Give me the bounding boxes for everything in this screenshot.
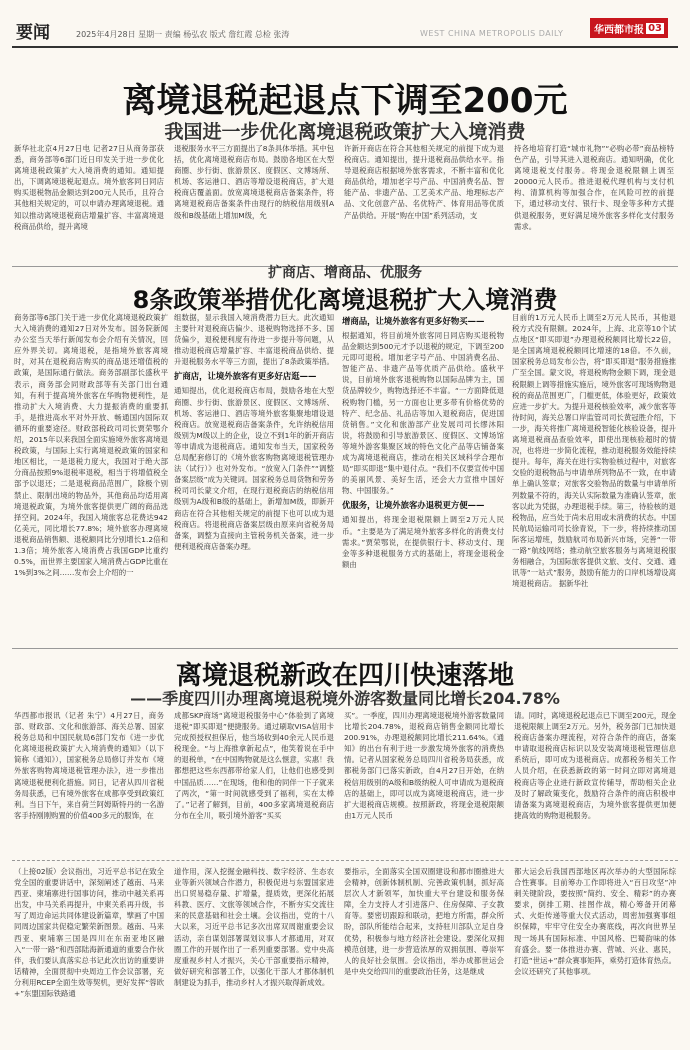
newspaper-logo [590,18,668,38]
article1-col4: 持各地培育打造“城市礼物”“必购必带”商品榜特色产品，引导其进入退税商店。通知明确，优化离境退税支付服务。将现金退税限额上调至20000元人民币。推进退税代理机构与支付机构、清算机构等加强合作，在风险可控的前提下，通过移动支付、银行卡、现金等多种方式提供退税服务，更好满足境外旅客多样化支付服务需求。 [514,144,674,231]
article2-kicker: 扩商店、增商品、优服务 [268,265,422,281]
section-label: 要闻 [16,23,50,43]
article1-subheadline: 我国进一步优化离境退税政策扩大入境消费 [164,121,526,143]
article1-col1: 新华社北京4月27日电 记者27日从商务部获悉，商务部等6部门近日印发关于进一步优化离境退税政策扩大入境消费的通知。通知提出，下调离境退税起退点。境外旅客同日同店购买退税物品金额达到200元人民币，且符合其他相关规定的，可以申请办理离境退税。通知以推动离境退税商店增量扩容、丰富离境退税商品供给，提升离境 [14,144,164,231]
article3-headline: 离境退税新政在四川快速落地 [175,661,514,691]
masthead-english: WEST CHINA METROPOLIS DAILY [420,29,564,38]
article2-subhead-stores: 扩商店，让境外旅客有更多好店逛—— [174,371,317,382]
article4-col2: 道作用，深入挖掘金融科技、数字经济、生态农业等新兴领域合作潜力，积极促进与东盟国家进出口贸易稳存量、扩增量，提质效，更深化拓展科教、医疗、文旅等领域合作，不断夯实交流往来的民意基础和社会土壤。会议指出，党的十八大以来，习近平总书记多次出席双周谢重要会议活动，亲自谋划部署谋划议事人才都通用，对双圈工作的开展作出了一系列重要部署。党中央高度重视乡村人才振兴，关心干部重要指示精神，做好研究和部署工作，以强化干部人才都体制机制建设为抓手，推动乡村人才振兴取得新成效。 [174,867,334,987]
article3-col1: 华西都市报讯（记者 朱宁）4月27日，商务部、财政部、文化和旅游部、海关总署、国家税务总局和中国民航局6部门发布《进一步优化离境退税政策扩大入境消费的通知》（以下简称《通知》），国家税务总局修订并发布《境外旅客购物离境退税管理办法》，进一步推出离境退税便利化措施。同日，记者从四川省税务局获悉，已有境外旅客在成都享受到政策红利。当日下午，来自荷兰阿姆斯特丹的一名游客手持刚刚购置的价值400多元的服饰，在 [14,711,164,820]
article2-col2-text: 组数据，显示我国入境消费潜力巨大。此次通知主要针对退税商店偏少、退税购物选择不多、国货偏少，退税便利度有待进一步提升等问题，从推动退税商店增量扩容、丰富退税商品供给、提升退税服务水平等三方面，提出了8条政策举措。 [174,313,334,367]
logo-text: 华西都市报 [594,24,644,36]
article2-headline: 8条政策举措优化离境退税扩大入境消费 [132,286,558,314]
article1-col3: 许新开商店在符合其他相关规定的前提下成为退税商店。通知提出，提升退税商品供给水平。指导退税商店根据境外旅客需求，不断丰富和优化商品供给，增加老字号产品、中国消费名品、智能产品、非遗产品、工艺美术产品、地理标志产品、文化创意产品、名优特产、体育用品等优质产品供给。开展“购在中国”系列活动，支 [344,144,504,220]
article2-subhead-service: 优服务，让境外旅客办退税更方便—— [342,500,485,511]
article1-headline: 离境退税起退点下调至200元 [122,81,568,121]
article4-col3: 要指示，全面落实全国双圈建设和都市圈推进大会精神，创新体制机制、完善政策机制，抓好高层次人才新领军，加快重大平台建设和服务保障，全力支持人才引进落户、住房保障、子女教育等。要密切跟踪和联动，把地方所需，群众所盼，部队所能结合起来，支持驻川部队立足自身优势，积极参与地方经济社会建设。要深化双拥模范创建，进一步营造浓厚的双拥氛围、尊崇军人的良好社会氛围。会议指出，举办成都世运会是中央交给四川的重要政治任务，这是继成 [344,867,504,976]
article2-col1: 商务部等6部门关于进一步优化离境退税政策扩大入境消费的通知27日对外发布。国务院新闻办公室当天举行新闻发布会介绍有关情况，回应外界关切。离境退税，是指境外旅客离境时，对其在退税商店购买的商品退还增值税的政策，是国际通行做法。商务部副部长盛秋平表示，商务部会同财政部等有关部门出台通知，有利于提高境外旅客在华购物便利性，是推动扩大入境消费、大力提振消费的重要抓手，是推进高水平对外开放、畅通国内国际双循环的重要途径。财政部税政司司长贾荣鄂介绍，2015年以来我国全面实施境外旅客离境退税政策，与国际上实行离境退税政策的国家和地区相比，一是退税力度大，我国对于绝大部分商品按照9%退税率退税，相当于将增值税全部予以退还；二是退税商品范围广，除极个别禁止、限制出境的物品外，其他商品均适用离境退税政策，为境外旅客提供更广阔的商品选择空间。2024年，我国入境旅客总花费达942亿美元，同比增长77.8%；境外旅客办理离境退税商品销售额、退税额同比分别增长1.2倍和1.3倍；境外旅客入境消费占我国GDP比重约0.5%，而世界主要国家入境消费占GDP比重在1%到3%之间……发布会上介绍的一 [14,313,168,578]
divider [12,860,678,861]
article4-col4: 都大运会后我国西部地区再次举办的大型国际综合性赛事。目前筹办工作即将进入“百日攻坚”冲刺关键阶段，要按照“简约、安全、精彩”的办赛要求，倒排工期、挂图作战，精心筹备开闭幕式、火炬传递等重大仪式活动，周密加强赛事组织保障，牢牢守住安全办赛底线，再次向世界呈现一场具有国际标准、中国风格、巴蜀韵味的体育盛会。要一体推进办赛、营城、兴业、惠民，打造“世运+”群众赛事矩阵，乘势打造体育热点。会议还研究了其他事项。 [514,867,676,976]
divider [12,648,678,649]
page-number: 03 [648,22,662,34]
article2-col2-text-b: 通知提出，优化退税商店布局，鼓励各地在大型商圈、步行街、旅游景区、度假区、文博场所、机场、客运港口、酒店等境外旅客集聚地增设退税商店。放宽退税商店备案条件，允许纳税信用级别为M级以上的企业，设立不到1年的新开商店等申请成为退税商店。通知发布当天，国家税务总局配套修订的《境外旅客购物离境退税管理办法（试行）》也对外发布。“放宽入门条件”“调整备案层级”成为关键词。国家税务总局货物和劳务税司司长蒙文介绍，在现行退税商店的纳税信用级别为A级和B级的基础上，新增加M级，即新开商店在符合其他相关规定的前提下也可以成为退税商店。将退税商店备案层级由原来向省税务局备案，调整为直接向主管税务机关备案，进一步便利退税商店备案办理。 [174,386,334,551]
article2-col2 [174,312,334,642]
article3-col2: 成都SKP商场“离境退税服务中心”体验到了离境退税“即买即退”便捷服务。通过刷取VISA信用卡完成预授权担保后，他当场收到40余元人民币退税现金。“与上海推拿新起点”，他笑着说在手中的退税单，“在中国购物就是这么惬意，实惠！我都想把这些东西都带给家人们，让他们也感受到中国品质……”在现场，他和他的同伴一下子就来了两次，“第一时间就感受到了福利，实在太棒了。”记者了解到，目前，400多家离境退税商店分布在全川，吸引境外游客“买买 [174,711,334,820]
article3-col3: 买”。一季度，四川办理离境退税境外游客数量同比增长204.78%，退税商店销售金额同比增长200.91%，办理退税额同比增长211.64%。《通知》的出台有利于进一步激发境外旅客的消费热情。记者从国家税务总局四川省税务局获悉，成都税务部门已落实新政，自4月27日开始，在纳税信用级别的A级和B级纳税人可申请成为退税商店的基础上，即可以成为离境退税商店，进一步扩大退税商店规模。按照新政，将现金退税限额由1万元人民币 [344,711,504,820]
article3-col4: 请。同时，离境退税起退点已下调至200元，现金退税限额上调至2万元。另外，税务部门已加快退税商店备案办理流程，对符合条件的商店，备案申请取退税商店标识以及安装离境退税管理信息系统后，即可成为退税商店。成都税务相关工作人员介绍，在获悉新政的第一时间立即对离境退税商店等企业进行新政宣传辅导，帮助相关企业及时了解政策变化，鼓励符合条件的商店积极申请备案为离境退税商店，为境外旅客提供更加便捷高效的购物退税服务。 [514,711,676,820]
article3-subheadline: ——季度四川办理离境退税境外游客数量同比增长204.78% [130,689,560,708]
article2-col3-text: 根据通知，将目前境外旅客同日同店购买退税物品金额达到500元才予以退税的规定，下调至200元即可退税。增加老字号产品、中国消费名品、智能产品、非遗产品等优质产品供给。盛秋平说，目前境外旅客退税购物以国际品牌为主，国货品牌较少，购物选择还不丰富。“一方面降低退税购物门槛，另一方面也让更多带有价格优势的特产、纪念品、礼品店等加入退税商店，促进国货销售。”文化和旅游部产业发展司司长缪沐阳说，将鼓励和引导旅游景区、度假区、文博场馆等境外游客集聚区域的特色文化产品等店铺备案成为离境退税商店，推动在相关区域科学合理布局“即买即退”集中退付点。“我们不仅要宣传中国的美丽风景、美好生活，还会大力宣推中国好物、中国服务。” [342,331,504,496]
issue-meta: 2025年4月28日 星期一 责编 杨弘农 版式 詹红霞 总检 张涛 [76,30,290,39]
article1-col2: 退税服务水平三方面提出了8条具体举措。其中包括，优化离境退税商店布局。鼓励各地区在大型商圈、步行街、旅游景区、度假区、文博场所、机场、客运港口、酒店等增设退税商店，扩大退税商店覆盖面。放宽离境退税商店备案条件，将离境退税商店备案条件由现行的纳税信用级别A级和B级基础上增加M级，允 [174,144,334,220]
article4-col1: （上接02版）会议指出，习近平总书记在致全党全国的重要讲话中，深刻阐述了越南、马来西亚、柬埔寨进行国事访问，推动中越关系再出发，中马关系再提升，中柬关系再升级，书写了周边命运共同体建设新篇章，擘画了中国同周边国家共促稳定繁荣新图景。越南、马来西亚、柬埔寨三国是四川在东南亚地区融入“一带一路”和西部陆海新通道的重要合作伙伴，我们要认真落实总书记此次出访的重要讲话精神，全面贯彻中央周边工作会议部署，充分利用RCEP全面生效等契机，更好发挥“蓉欧+”东盟国际铁路通 [14,867,164,999]
article2-subhead-goods: 增商品，让境外旅客有更多好物买—— [342,316,485,326]
article2-col3 [342,312,504,642]
article2-col3-text-b: 通知提出，将现金退税限额上调至2万元人民币。“主要是为了满足境外旅客多样化的消费支付需求。”贾荣鄂说，在提供银行卡、移动支付、现金等多种退税服务方式的基础上，将现金退税金额由 [342,515,504,569]
article2-col4: 目前的1万元人民币上调至2万元人民币，其他退税方式没有限额。2024年，上海、北京等10个试点地区“即买即退”办理退税税额同比增长22倍，是全国离境退税税额同比增速的18倍。不久前，国家税务总局发布公告，将“即买即退”服务措施推广至全国。蒙文说，将退税购物金额下调，现金退税限额上调等措施实施后，境外旅客可现场购物退税的商品范围更广，门槛更低，体验更好，政策效应进一步扩大。为提升退税核验效率，减少旅客等待时间，海关总署口岸监管司司长黄冠胜介绍，下一步，海关将推广离境退税智能化核验设备，提升离境退税商品查验效率，即使出现核验超时的情况，也将进一步简化流程，推动退税服务效能持续提升。每年，海关在进行实物验核过程中，对旅客交验的退税物品与申请单所列物品不一致，在申请单上确认签章；对旅客交验物品的数量与申请单所列数量不符的，海关认实际数量为准确认签章，旅客以此为凭据，办理退税手续。第三，待验核的退税物品，应当处于尚未启用或未消费的状态。中国民航局运输司司长徐青说，下一步，将持续推动国际客运增班，鼓励航司布局新兴市场，完善“一带一路”航线网络；推动航空旅客服务与离境退税服务相融合，为国际旅客提供文旅、支付、交通、通讯等“一站式”服务，鼓励有能力的口岸机场增设离境退税商店。 据新华社 [512,313,676,589]
